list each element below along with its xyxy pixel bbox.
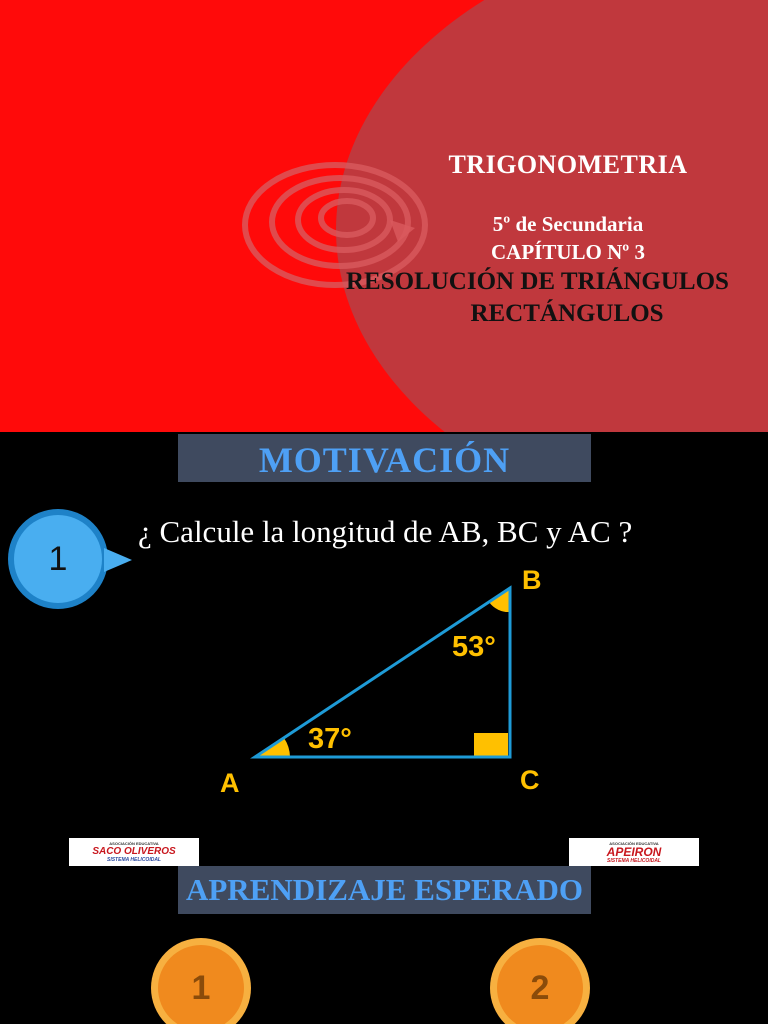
title-slide [0,0,768,432]
course-title: TRIGONOMETRIA [448,150,688,179]
right-triangle-figure [200,560,600,810]
chapter-label: CAPÍTULO Nº 3 [491,240,645,264]
learning-item-number: 2 [497,945,583,1024]
problem-number-bubble [8,509,108,609]
saco-oliveros-logo: ASOCIACIÓN EDUCATIVA SACO OLIVEROS SISTEMA HELICOIDAL [69,838,199,866]
grade-label: 5º de Secundaria [492,212,644,236]
learning-item-2 [490,938,590,1024]
topic-line-1: RESOLUCIÓN DE TRIÁNGULOS [346,268,729,295]
right-angle-marker [474,733,508,756]
problem-question: ¿ Calcule la longitud de AB, BC y AC ? [138,514,633,549]
vertex-a-label: A [220,768,240,798]
angle-a-label: 37° [308,723,352,755]
learning-item-number: 1 [158,945,244,1024]
vertex-c-label: C [520,765,540,795]
problem-number: 1 [14,515,102,603]
expected-learning-banner: APRENDIZAJE ESPERADO [178,866,591,914]
bubble-pointer [104,548,132,572]
learning-item-1 [151,938,251,1024]
apeiron-logo: ASOCIACIÓN EDUCATIVA APEIRON SISTEMA HELICOIDAL [569,838,699,866]
triangle-outline [255,588,510,757]
vertex-b-label: B [522,565,542,595]
angle-b-label: 53° [452,631,496,663]
motivation-banner: MOTIVACIÓN [178,434,591,482]
topic-line-2: RECTÁNGULOS [470,300,664,327]
